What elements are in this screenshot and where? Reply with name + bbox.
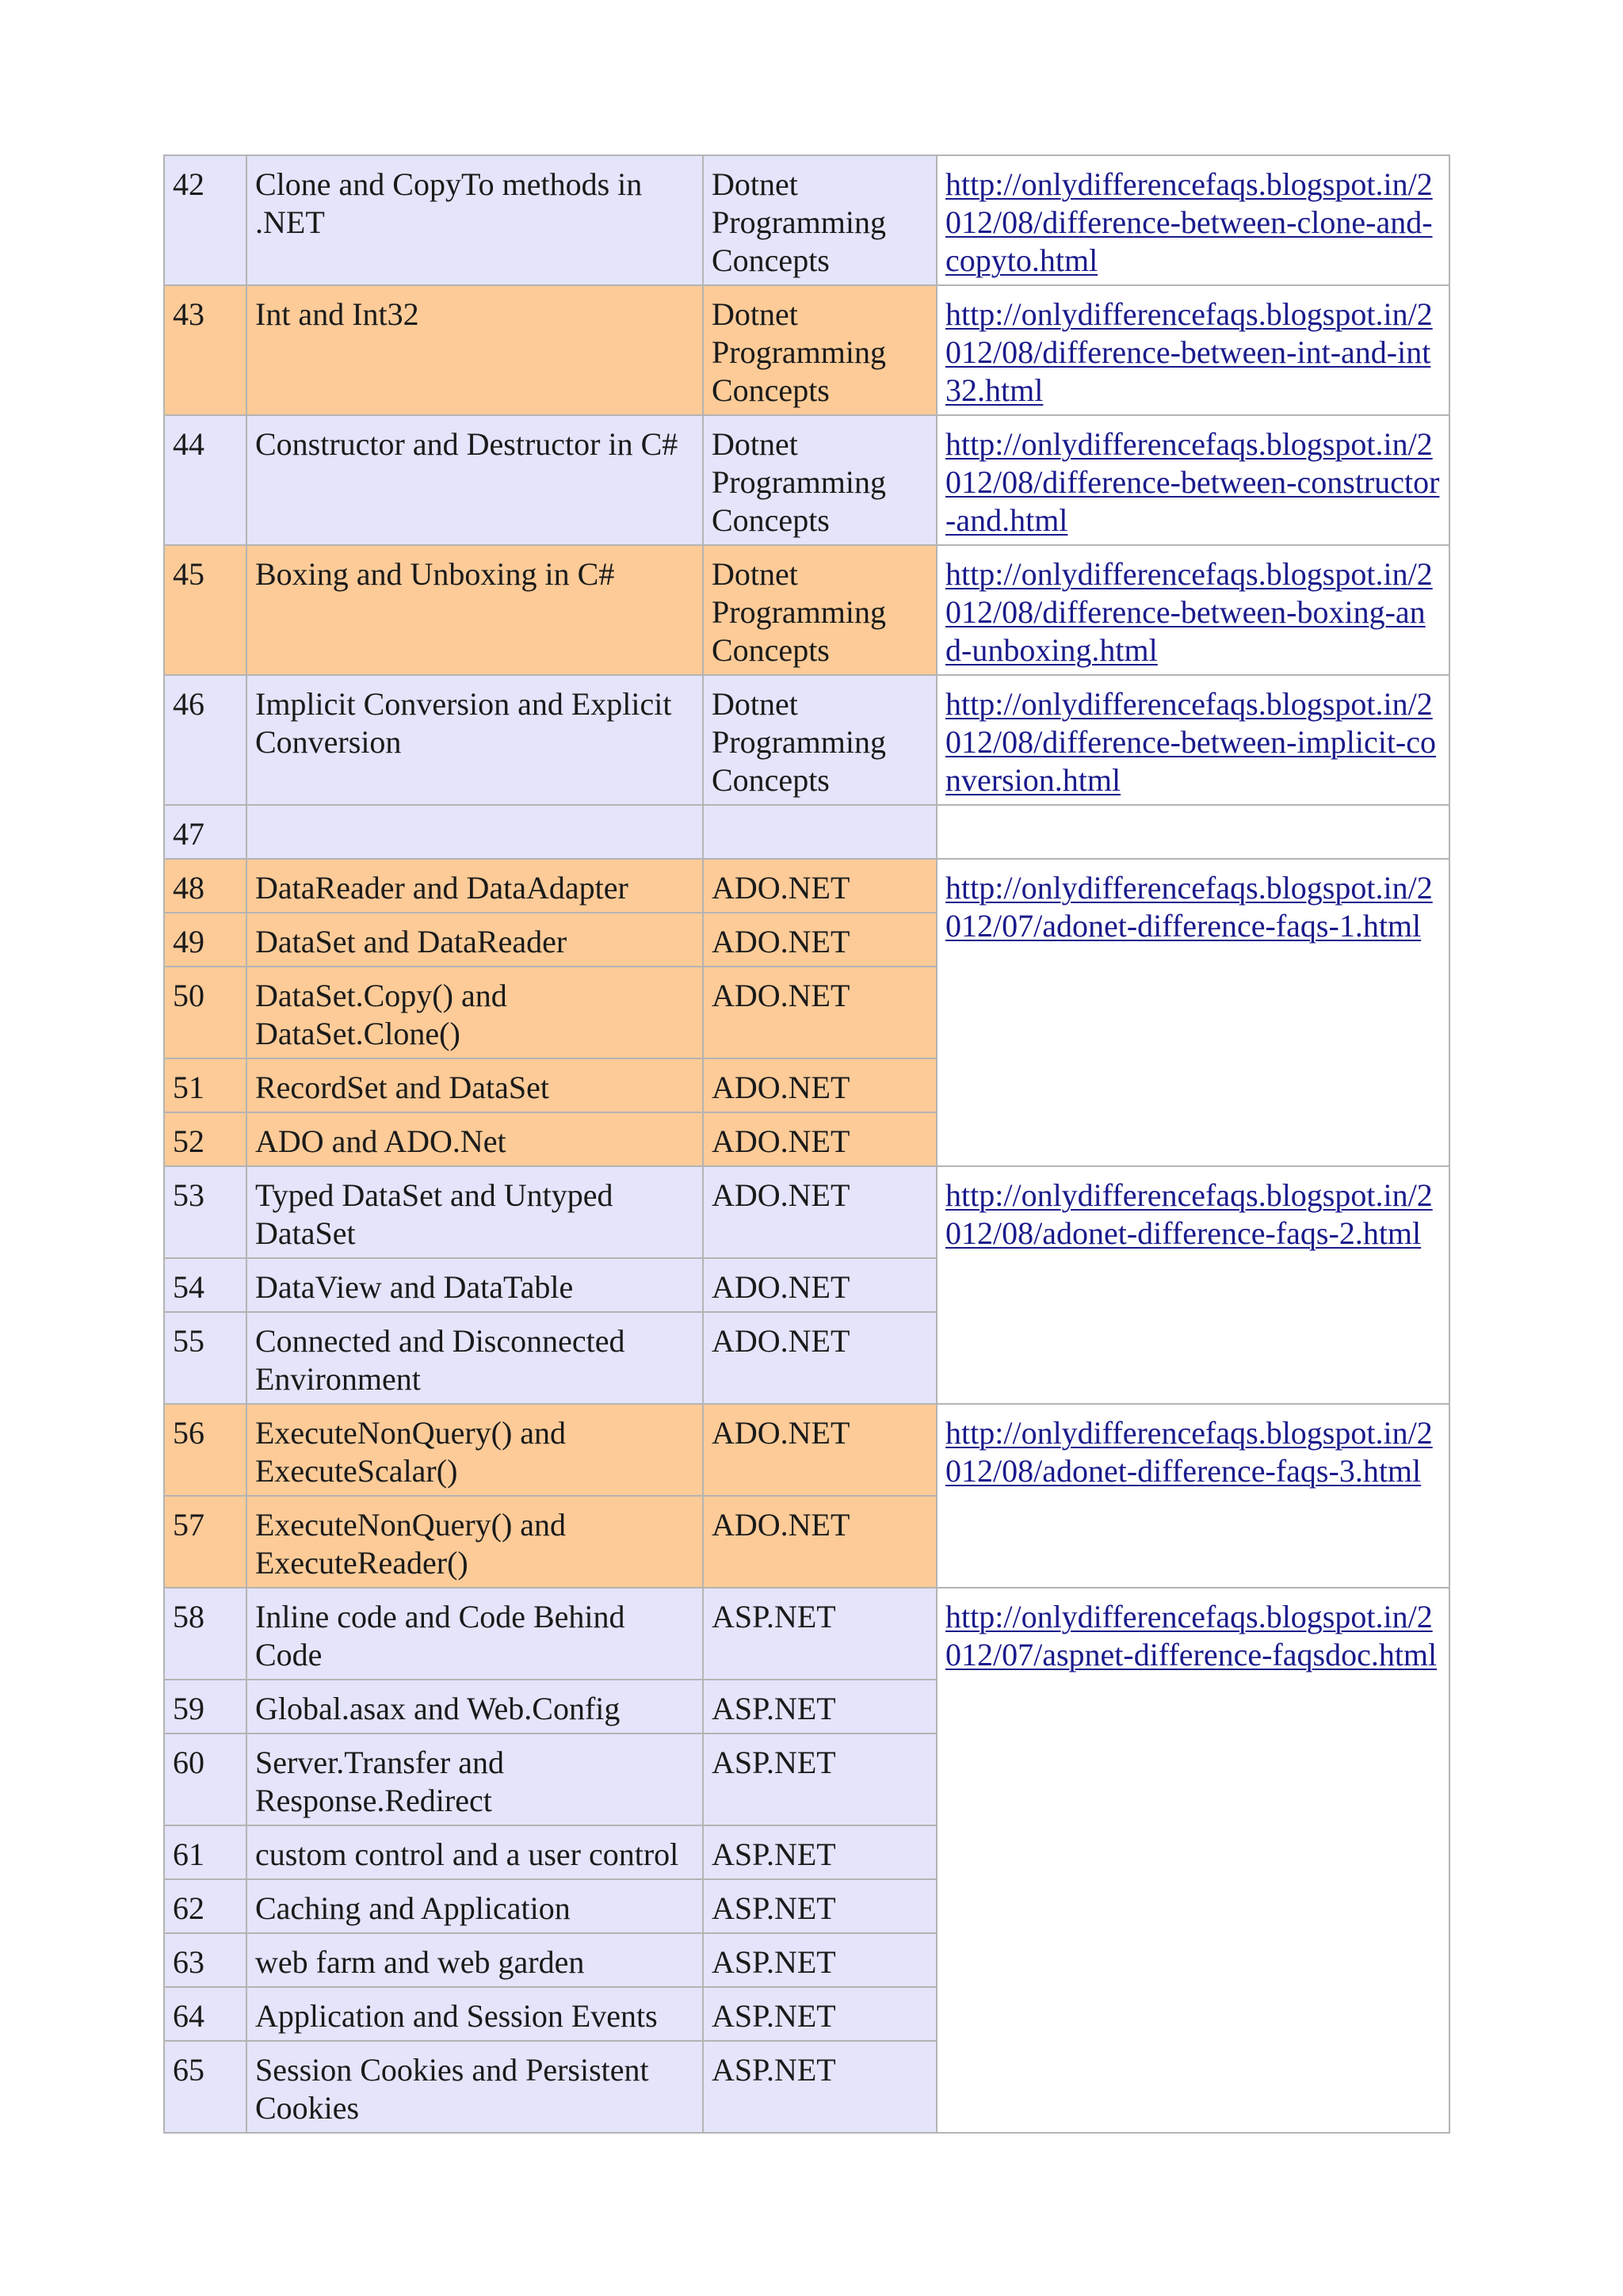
category-cell: ASP.NET: [703, 1879, 937, 1933]
row-number: 54: [164, 1258, 246, 1312]
row-number: 57: [164, 1496, 246, 1588]
topic-cell: Typed DataSet and Untyped DataSet: [246, 1166, 703, 1258]
row-number: 63: [164, 1933, 246, 1987]
link-cell: [937, 1588, 1449, 2133]
table-row: [164, 1404, 1449, 1496]
topic-cell: Clone and CopyTo methods in .NET: [246, 155, 703, 285]
link-cell: [937, 415, 1449, 545]
link-cell: [937, 155, 1449, 285]
row-number: 53: [164, 1166, 246, 1258]
topic-cell: Constructor and Destructor in C#: [246, 415, 703, 545]
topic-cell: Boxing and Unboxing in C#: [246, 545, 703, 675]
link-cell: [937, 545, 1449, 675]
faq-link[interactable]: http://onlydifferencefaqs.blogspot.in/2012/08/difference-between-constructor-and.html: [945, 426, 1440, 538]
category-cell: ADO.NET: [703, 913, 937, 967]
faq-link[interactable]: http://onlydifferencefaqs.blogspot.in/2012/08/difference-between-int-and-int32.html: [945, 296, 1433, 408]
topic-cell: Inline code and Code Behind Code: [246, 1588, 703, 1680]
category-cell: [703, 805, 937, 859]
row-number: 46: [164, 675, 246, 805]
category-cell: ADO.NET: [703, 1496, 937, 1588]
category-cell: ASP.NET: [703, 1933, 937, 1987]
topic-cell: Int and Int32: [246, 285, 703, 415]
topic-cell: DataSet.Copy() and DataSet.Clone(): [246, 967, 703, 1058]
category-cell: ADO.NET: [703, 1166, 937, 1258]
topic-cell: Server.Transfer and Response.Redirect: [246, 1733, 703, 1825]
faq-link[interactable]: http://onlydifferencefaqs.blogspot.in/2012/08/difference-between-boxing-and-unboxing.html: [945, 556, 1433, 668]
link-cell: [937, 1404, 1449, 1588]
row-number: 64: [164, 1987, 246, 2041]
row-number: 42: [164, 155, 246, 285]
row-number: 45: [164, 545, 246, 675]
topic-cell: DataReader and DataAdapter: [246, 859, 703, 913]
topic-cell: DataView and DataTable: [246, 1258, 703, 1312]
topic-cell: Implicit Conversion and Explicit Conversion: [246, 675, 703, 805]
category-cell: ASP.NET: [703, 2041, 937, 2133]
row-number: 51: [164, 1058, 246, 1112]
row-number: 52: [164, 1112, 246, 1166]
faq-link[interactable]: http://onlydifferencefaqs.blogspot.in/2012/08/adonet-difference-faqs-2.html: [945, 1177, 1433, 1251]
category-cell: Dotnet Programming Concepts: [703, 415, 937, 545]
table-row: [164, 155, 1449, 285]
row-number: 48: [164, 859, 246, 913]
table-row: [164, 1166, 1449, 1258]
table-row: [164, 415, 1449, 545]
category-cell: Dotnet Programming Concepts: [703, 675, 937, 805]
topic-cell: ADO and ADO.Net: [246, 1112, 703, 1166]
category-cell: Dotnet Programming Concepts: [703, 155, 937, 285]
topic-cell: web farm and web garden: [246, 1933, 703, 1987]
topic-cell: Global.asax and Web.Config: [246, 1680, 703, 1733]
row-number: 58: [164, 1588, 246, 1680]
category-cell: ASP.NET: [703, 1588, 937, 1680]
difference-faqs-table: [163, 154, 1450, 2134]
table-row: [164, 1588, 1449, 1680]
topic-cell: Caching and Application: [246, 1879, 703, 1933]
topic-cell: ExecuteNonQuery() and ExecuteReader(): [246, 1496, 703, 1588]
faq-link[interactable]: http://onlydifferencefaqs.blogspot.in/2012/08/difference-between-implicit-conversion.html: [945, 686, 1437, 798]
table-row: [164, 675, 1449, 805]
faq-link[interactable]: http://onlydifferencefaqs.blogspot.in/2012/07/adonet-difference-faqs-1.html: [945, 870, 1433, 944]
row-number: 44: [164, 415, 246, 545]
topic-cell: Connected and Disconnected Environment: [246, 1312, 703, 1404]
topic-cell: DataSet and DataReader: [246, 913, 703, 967]
category-cell: ADO.NET: [703, 1312, 937, 1404]
link-cell: [937, 1166, 1449, 1404]
row-number: 43: [164, 285, 246, 415]
category-cell: ADO.NET: [703, 1404, 937, 1496]
row-number: 50: [164, 967, 246, 1058]
category-cell: ADO.NET: [703, 859, 937, 913]
row-number: 60: [164, 1733, 246, 1825]
row-number: 56: [164, 1404, 246, 1496]
row-number: 49: [164, 913, 246, 967]
category-cell: Dotnet Programming Concepts: [703, 545, 937, 675]
topic-cell: ExecuteNonQuery() and ExecuteScalar(): [246, 1404, 703, 1496]
table-row: [164, 545, 1449, 675]
faq-link[interactable]: http://onlydifferencefaqs.blogspot.in/2012/08/difference-between-clone-and-copyto.html: [945, 166, 1433, 278]
link-cell: [937, 675, 1449, 805]
category-cell: ASP.NET: [703, 1825, 937, 1879]
row-number: 61: [164, 1825, 246, 1879]
faq-link[interactable]: http://onlydifferencefaqs.blogspot.in/2012/07/aspnet-difference-faqsdoc.html: [945, 1599, 1438, 1672]
table-row: [164, 285, 1449, 415]
category-cell: Dotnet Programming Concepts: [703, 285, 937, 415]
topic-cell: Session Cookies and Persistent Cookies: [246, 2041, 703, 2133]
category-cell: ADO.NET: [703, 1112, 937, 1166]
row-number: 59: [164, 1680, 246, 1733]
topic-cell: Application and Session Events: [246, 1987, 703, 2041]
link-cell: [937, 859, 1449, 1166]
link-cell: [937, 285, 1449, 415]
table-row: [164, 859, 1449, 913]
row-number: 55: [164, 1312, 246, 1404]
row-number: 47: [164, 805, 246, 859]
category-cell: ASP.NET: [703, 1987, 937, 2041]
table-row: [164, 805, 1449, 859]
category-cell: ASP.NET: [703, 1680, 937, 1733]
category-cell: ADO.NET: [703, 967, 937, 1058]
row-number: 62: [164, 1879, 246, 1933]
category-cell: ADO.NET: [703, 1258, 937, 1312]
row-number: 65: [164, 2041, 246, 2133]
topic-cell: [246, 805, 703, 859]
category-cell: ADO.NET: [703, 1058, 937, 1112]
faq-link[interactable]: http://onlydifferencefaqs.blogspot.in/2012/08/adonet-difference-faqs-3.html: [945, 1415, 1433, 1489]
topic-cell: custom control and a user control: [246, 1825, 703, 1879]
link-cell: [937, 805, 1449, 859]
category-cell: ASP.NET: [703, 1733, 937, 1825]
topic-cell: RecordSet and DataSet: [246, 1058, 703, 1112]
